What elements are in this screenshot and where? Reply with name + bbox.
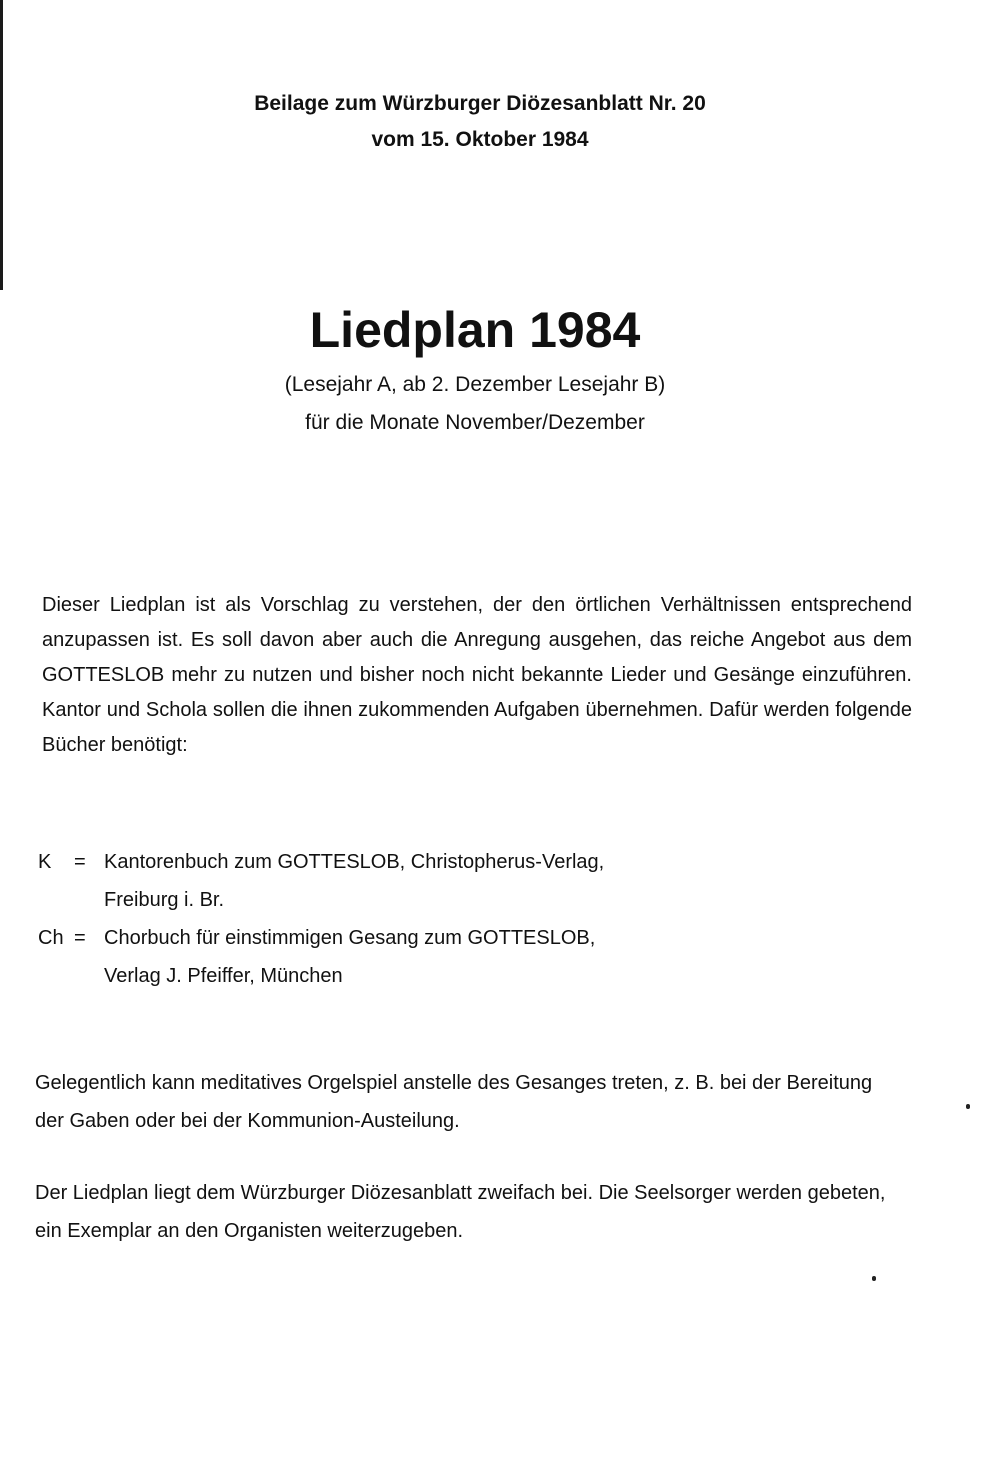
book-abbreviation: K: [38, 851, 52, 873]
book-abbreviation: Ch: [38, 927, 64, 949]
book-equals: =: [74, 927, 86, 949]
header-line-2: vom 15. Oktober 1984: [371, 128, 589, 151]
page-title: Liedplan 1984: [309, 302, 641, 358]
subtitle-block: [0, 366, 950, 442]
subtitle-line-2: für die Monate November/Dezember: [305, 411, 645, 434]
book-equals: =: [74, 851, 86, 873]
subtitle-line-1: (Lesejahr A, ab 2. Dezember Lesejahr B): [284, 373, 666, 396]
scan-speck: [872, 1276, 876, 1281]
organ-paragraph: Gelegentlich kann meditatives Orgelspiel anstelle des Gesanges treten, z. B. bei der Bereitung der Gaben oder bei der Kommunion-Austeilung.: [35, 1072, 873, 1132]
book-title-line-1: Kantorenbuch zum GOTTESLOB, Christopherus-Verlag,: [104, 851, 605, 873]
book-title-line-1: Chorbuch für einstimmigen Gesang zum GOTTESLOB,: [104, 927, 596, 949]
distribution-paragraph: Der Liedplan liegt dem Würzburger Diözesanblatt zweifach bei. Die Seelsorger werden gebeten, ein Exemplar an den Organisten weiterzugeben.: [35, 1182, 886, 1242]
book-item-kantorenbuch: [38, 843, 758, 919]
header-line-1: Beilage zum Würzburger Diözesanblatt Nr. 20: [254, 92, 706, 115]
book-item-chorbuch: [38, 919, 758, 995]
header-block: [0, 86, 960, 158]
book-title-line-2: Verlag J. Pfeiffer, München: [104, 965, 343, 987]
book-title-line-2: Freiburg i. Br.: [104, 889, 225, 911]
scan-speck: [966, 1104, 970, 1109]
book-list: [38, 843, 758, 995]
intro-paragraph: Dieser Liedplan ist als Vorschlag zu verstehen, der den örtlichen Verhältnissen entsprechend anzupassen ist. Es soll davon aber auch die Anregung ausgehen, das reiche Angebot aus dem GOTTESLOB mehr zu nutzen und bisher noch nicht bekannte Lieder und Gesänge einzuführen. Kantor und Schola sollen die ihnen zukommenden Aufgaben übernehmen. Dafür werden folgende Bücher benötigt:: [42, 594, 912, 756]
